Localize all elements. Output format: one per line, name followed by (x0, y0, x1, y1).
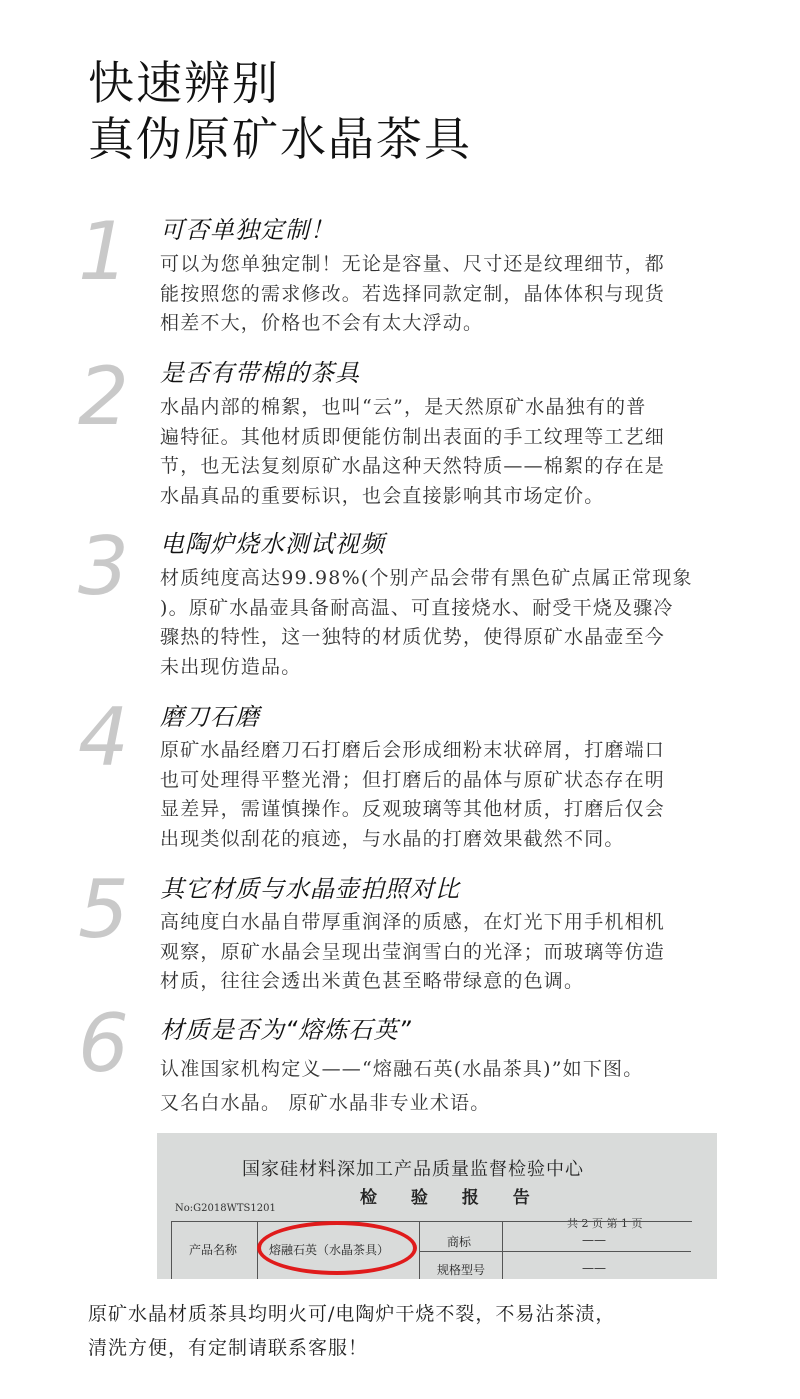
report-number: No:G2018WTS1201 (175, 1203, 276, 1214)
report-table (171, 1221, 692, 1279)
item-body-line: )。原矿水晶壶具备耐高温、可直接烧水、耐受干烧及骤冷 (160, 596, 674, 619)
item-body-line: 节，也无法复刻原矿水晶这种天然特质——棉絮的存在是 (160, 455, 666, 477)
item-heading: 可否单独定制！ (160, 216, 335, 244)
page-title-line-2: 真伪原矿水晶茶具 (88, 112, 472, 166)
item-body-line: 认准国家机构定义——“熔融石英(水晶茶具)”如下图。 (160, 1058, 644, 1080)
report-product-value: 熔融石英（水晶茶具） (269, 1243, 390, 1257)
item-body-line: 未出现仿造品。 (160, 655, 302, 678)
item-heading: 材质是否为“熔炼石英” (160, 1016, 412, 1044)
report-model-label: 规格型号 (437, 1263, 486, 1277)
item-body-line: 材质，往往会透出米黄色甚至略带绿意的色调。 (160, 970, 585, 992)
item-body (160, 393, 725, 511)
item-body-line: 出现类似刮花的痕迹，与水晶的打磨效果截然不同。 (160, 827, 625, 850)
report-product-label: 产品名称 (189, 1243, 238, 1257)
report-organization: 国家硅材料深加工产品质量监督检验中心 (242, 1159, 584, 1180)
item-body-line: 骤热的特性，这一独特的材质优势，使得原矿水晶壶至今 (160, 626, 666, 648)
item-body-line: 可以为您单独定制！无论是容量、尺寸还是纹理细节，都 (160, 253, 666, 275)
item-heading: 磨刀石磨 (160, 703, 260, 731)
page-title-line-1: 快速辨别 (88, 56, 280, 110)
item-body-line: 显差异，需谨慎操作。反观玻璃等其他材质，打磨后仅会 (160, 798, 666, 820)
inspection-report-image (157, 1133, 717, 1279)
report-model-value: —— (582, 1261, 606, 1275)
report-brand-value: —— (582, 1233, 606, 1247)
item-body-line: 相差不大，价格也不会有太大浮动。 (160, 312, 484, 334)
item-body-line: 也可处理得平整光滑；但打磨后的晶体与原矿状态存在明 (160, 768, 666, 791)
item-number: 4 (78, 691, 129, 784)
item-body (160, 908, 725, 997)
highlight-circle (257, 1221, 417, 1275)
item-body (160, 1052, 725, 1120)
item-number: 6 (78, 997, 129, 1090)
item-number: 5 (78, 863, 129, 956)
item-number: 1 (78, 205, 129, 298)
item-body-line: 遍特征。其他材质即便能仿制出表面的手工纹理等工艺细 (160, 425, 666, 448)
table-divider (419, 1221, 420, 1279)
footer-line: 原矿水晶材质茶具均明火可/电陶炉干烧不裂，不易沾茶渍， (88, 1303, 616, 1325)
item-body-line: 观察，原矿水晶会呈现出莹润雪白的光泽；而玻璃等仿造 (160, 940, 666, 963)
item-heading: 其它材质与水晶壶拍照对比 (160, 875, 460, 903)
item-body-line: 又名白水晶。 原矿水晶非专业术语。 (160, 1092, 491, 1114)
item-number: 2 (78, 350, 129, 443)
report-title: 检 验 报 告 (360, 1188, 544, 1208)
item-body (160, 564, 725, 682)
table-divider (502, 1221, 503, 1279)
report-page-count: 共 2 页 第 1 页 (567, 1217, 643, 1230)
item-body-line: 高纯度白水晶自带厚重润泽的质感，在灯光下用手机相机 (160, 911, 666, 933)
footer-note (88, 1297, 768, 1365)
item-body-line: 材质纯度高达99.98%(个别产品会带有黑色矿点属正常现象 (160, 567, 693, 589)
item-body (160, 250, 725, 339)
item-number: 3 (78, 520, 129, 613)
item-body-line: 水晶真品的重要标识，也会直接影响其市场定价。 (160, 484, 605, 507)
item-body-line: 原矿水晶经磨刀石打磨后会形成细粉末状碎屑，打磨端口 (160, 739, 666, 761)
footer-line: 清洗方便，有定制请联系客服！ (88, 1337, 369, 1359)
table-divider (419, 1251, 691, 1252)
report-brand-label: 商标 (447, 1235, 472, 1249)
item-body-line: 能按照您的需求修改。若选择同款定制，晶体体积与现货 (160, 282, 666, 305)
item-heading: 是否有带棉的茶具 (160, 359, 360, 387)
item-heading: 电陶炉烧水测试视频 (160, 530, 385, 558)
item-body (160, 736, 725, 854)
item-body-line: 水晶内部的棉絮，也叫“云”，是天然原矿水晶独有的普 (160, 396, 647, 418)
